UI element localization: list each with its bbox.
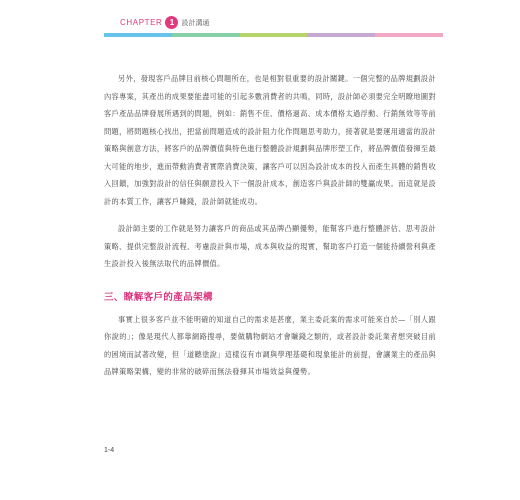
body-paragraph: 另外，發現客戶品牌目前核心問題所在，也是相對很重要的設計關鍵。一個完整的品牌規劃設計內容專案，其產出的成果要能盡可能的引起多數消費者的共鳴，同時，設計師必須要完全明瞭地圖對客戶產品品牌發展所遇到的問題，例如：銷售不佳、價格過高、成本價格太過浮動、行銷無效等等前問題，將問題核心找出，把當前問題造成的設計阻力化作問題思考助力，接著就是要運用適當的設計策略與創意方法，將客戶的品牌價值與特色進行整體設計規劃與品牌形塑工作，將品牌價值發揮至最大可能的地步，進而帶動消費者實際消費決策，讓客戶可以因為設計成本的投入而產生具體的銷售收入回饋，加強對設計的信任與願意投入下一個設計成本，創造客戶與設計師的雙贏成果。而這就是設計的本質工作，讓客戶賺錢，設計師就能成功。 (104, 74, 436, 206)
stripe-segment (375, 33, 443, 37)
chapter-label: CHAPTER (120, 18, 163, 27)
stripe-segment (172, 33, 240, 37)
section-heading: 三、瞭解客戶的產品架構 (104, 291, 213, 303)
body-paragraph: 設計師主要的工作就是努力讓客戶的商品或其品牌凸顯優勢，能幫客戶進行整體評估、思考設計策略、提供完整設計流程、考慮設計與市場，成本與收益的現實，幫助客戶打造一個能持續營利與產生設計投入後無法取代的品牌價值。 (104, 224, 436, 268)
chapter-number-badge: 1 (165, 16, 178, 29)
stripe-segment (307, 33, 375, 37)
stripe-segment (240, 33, 308, 37)
chapter-header (120, 16, 209, 29)
page-body (104, 70, 436, 391)
stripe-segment (104, 33, 172, 37)
page-number: 1-4 (104, 447, 115, 454)
color-stripe (104, 33, 443, 37)
chapter-title: 設計溝通 (181, 18, 210, 27)
section-paragraph: 事實上很多客戶並不能明確的知道自己的需求是甚麼，業主委託案的需求可能來自於—「別人跟你說的」；像是現代人都靠網路搜尋，要做購物網站才會賺錢之類的，或者設計委託業者想突破目前的困境而試著改變，但「道聽塗說」這樣沒有市調與學理基礎和現象能計的前提，會讓業主的產品與品牌策略架構，變的非常的破碎而無法發揮其市場效益與優勢。 (104, 314, 436, 376)
